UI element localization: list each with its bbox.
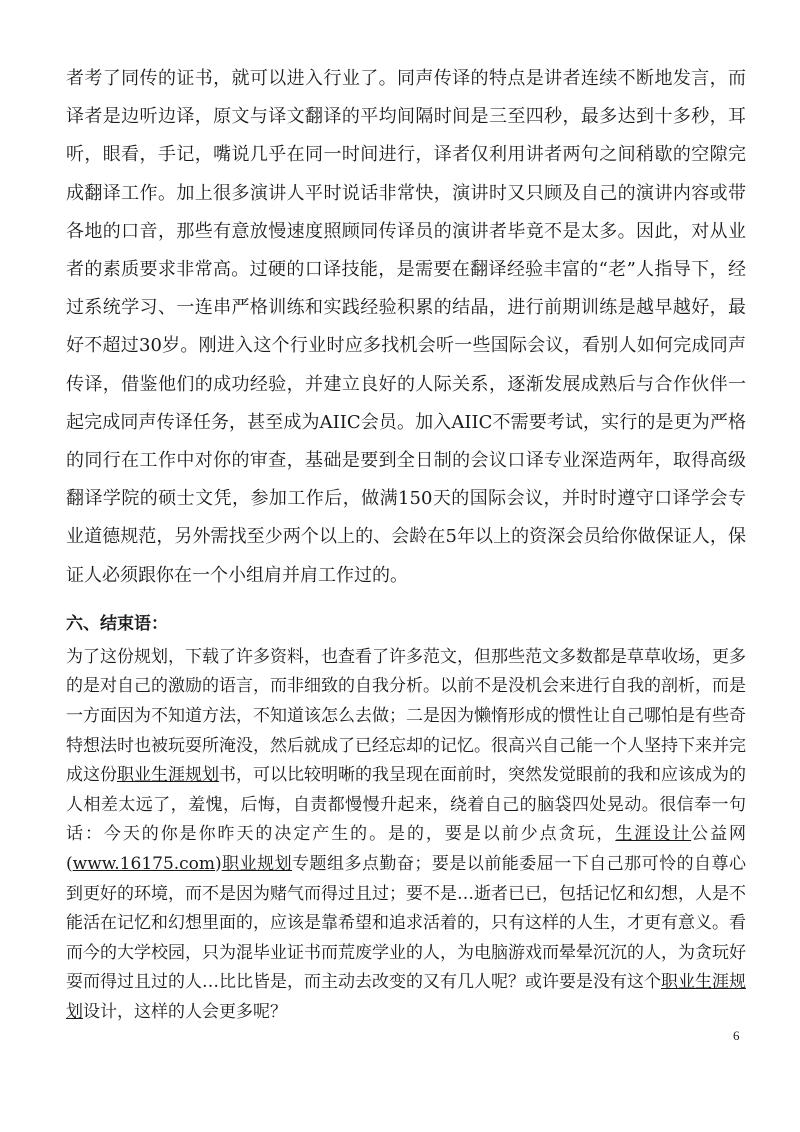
career-planning-link[interactable]: 职业生涯规划 bbox=[117, 765, 219, 786]
page-number: 6 bbox=[733, 1028, 740, 1043]
career-planning-link-2[interactable]: 职业生涯规划 bbox=[66, 972, 746, 1022]
document-page bbox=[66, 60, 746, 1028]
text-run: ) bbox=[215, 854, 222, 874]
text-run: 专题组多点勤奋；要是以前能委屈一下自己那可怜的自尊心到更好的环境，而不是因为赌气而得过且过；要不是…逝者已已，包括记忆和幻想，人是不能活在记忆和幻想里面的，应该是靠希望和追求活着的，只有这样的人生，才更有意义。看而今的大学校园，只为混毕业证书而荒废学业的人，为电脑游戏而晕晕沉沉的人，为贪玩好耍而得过且过的人…比比皆是，而主动去改变的又有几人呢？或许要是没有这个 bbox=[66, 854, 747, 993]
career-design-link[interactable]: 生涯设计 bbox=[615, 824, 692, 845]
website-link[interactable]: www.16175.com bbox=[72, 854, 216, 874]
text-run: 为了这份规划，下载了许多资料，也查看了许多范文，但那些范文多数都是草草收场，更多的是对自己的激励的语言，而非细致的自我分析。以前不是没机会来进行自我的剖析，而是一方面因为不知道方法，不知道该怎么去做；二是因为懒惰形成的惯性让自己哪怕是有些奇特想法时也被玩耍所淹没，然后就成了已经忘却的记忆。很高兴自己能一个人坚持下来并完成这份 bbox=[66, 646, 746, 786]
career-plan-link[interactable]: 职业规划 bbox=[221, 854, 293, 874]
text-run: 公益网( bbox=[66, 824, 747, 874]
conclusion-paragraph bbox=[66, 643, 746, 1028]
section-heading: 六、结束语： bbox=[66, 613, 168, 634]
text-run: 设计，这样的人会更多呢？ bbox=[83, 1001, 287, 1022]
body-paragraph: 者考了同传的证书，就可以进入行业了。同声传译的特点是讲者连续不断地发言，而译者是边听边译，原文与译文翻译的平均间隔时间是三至四秒，最多达到十多秒，耳听，眼看，手记，嘴说几乎在同一时间进行，译者仅利用讲者两句之间稍歇的空隙完成翻译工作。加上很多演讲人平时说话非常快，演讲时又只顾及自己的演讲内容或带各地的口音，那些有意放慢速度照顾同传译员的演讲者毕竟不是太多。因此，对从业者的素质要求非常高。过硬的口译技能，是需要在翻译经验丰富的“老”人指导下，经过系统学习、一连串严格训练和实践经验积累的结晶，进行前期训练是越早越好，最好不超过30岁。刚进入这个行业时应多找机会听一些国际会议，看别人如何完成同声传译，借鉴他们的成功经验，并建立良好的人际关系，逐渐发展成熟后与合作伙伴一起完成同声传译任务，甚至成为AIIC会员。加入AIIC不需要考试，实行的是更为严格的同行在工作中对你的审查，基础是要到全日制的会议口译专业深造两年，取得高级翻译学院的硕士文凭，参加工作后，做满150天的国际会议，并时时遵守口译学会专业道德规范，另外需找至少两个以上的、会龄在5年以上的资深会员给你做保证人，保证人必须跟你在一个小组肩并肩工作过的。 bbox=[66, 68, 746, 586]
text-run: 书，可以比较明晰的我呈现在面前时，突然发觉眼前的我和应该成为的人相差太远了，羞愧，后悔，自责都慢慢升起来，绕着自己的脑袋四处晃动。很信奉一句话：今天的你是你昨天的决定产生的。是的，要是以前少点贪玩， bbox=[66, 765, 746, 845]
